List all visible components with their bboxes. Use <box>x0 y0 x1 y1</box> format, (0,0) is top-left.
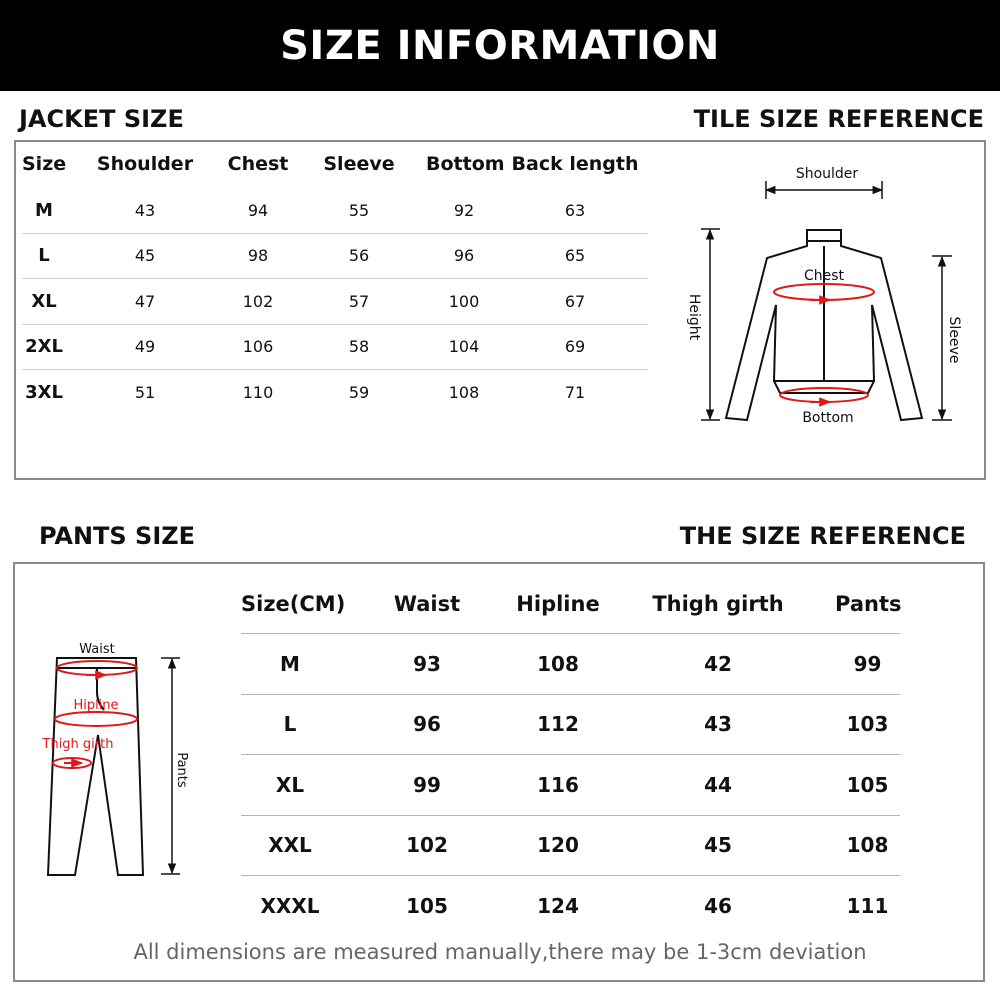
tile-size-reference-heading: TILE SIZE REFERENCE <box>693 105 984 133</box>
col-header-shoulder: Shoulder <box>96 153 194 175</box>
col-header-size: Size <box>22 153 67 175</box>
cell-back-length: 69 <box>564 337 586 357</box>
cell-thigh-girth: 45 <box>704 833 732 858</box>
cell-bottom: 92 <box>453 200 475 220</box>
cell-pants: 105 <box>846 772 889 797</box>
banner-title: SIZE INFORMATION <box>280 22 720 69</box>
table-row <box>241 755 900 816</box>
col-header-back-length: Back length <box>511 153 639 175</box>
pants-size-table <box>241 574 900 937</box>
cell-size: M <box>280 651 300 676</box>
table-row <box>241 634 900 695</box>
table-row <box>22 325 648 371</box>
cell-back-length: 65 <box>564 246 586 266</box>
table-row <box>22 370 648 416</box>
jacket-size-table <box>22 140 648 416</box>
cell-hipline: 120 <box>537 833 579 858</box>
measurement-footnote: All dimensions are measured manually,there may be 1-3cm deviation <box>133 940 867 964</box>
cell-waist: 96 <box>413 712 441 737</box>
cell-size: XL <box>31 290 57 312</box>
hipline-measure-ellipse <box>55 712 137 726</box>
cell-size: L <box>38 245 50 267</box>
cell-chest: 98 <box>247 246 269 266</box>
cell-waist: 102 <box>406 833 448 858</box>
jacket-table-header <box>22 140 648 188</box>
cell-size: L <box>283 712 297 737</box>
cell-pants: 108 <box>846 833 889 858</box>
cell-chest: 94 <box>247 200 269 220</box>
thigh-measure-ellipse <box>53 758 91 768</box>
table-row <box>22 234 648 280</box>
cell-back-length: 63 <box>564 200 586 220</box>
cell-waist: 105 <box>406 894 448 919</box>
col-header-bottom: Bottom <box>426 153 505 175</box>
pants-size-heading: PANTS SIZE <box>39 522 196 550</box>
pants-length-label: Pants <box>174 752 189 788</box>
cell-chest: 102 <box>242 291 274 311</box>
cell-back-length: 71 <box>564 383 586 403</box>
table-row <box>241 695 900 756</box>
cell-bottom: 108 <box>448 383 480 403</box>
col-header-pants: Pants <box>835 591 902 616</box>
cell-size: M <box>35 199 53 221</box>
chest-label: Chest <box>803 268 845 284</box>
height-label: Height <box>686 293 702 341</box>
cell-sleeve: 56 <box>348 246 370 266</box>
cell-chest: 110 <box>242 383 274 403</box>
col-header-chest: Chest <box>227 153 289 175</box>
jacket-size-heading: JACKET SIZE <box>19 105 184 133</box>
cell-sleeve: 57 <box>348 291 370 311</box>
cell-sleeve: 58 <box>348 337 370 357</box>
jacket-measurement-diagram <box>660 145 980 445</box>
hipline-label: Hipline <box>73 698 119 713</box>
cell-waist: 93 <box>413 651 441 676</box>
cell-thigh-girth: 46 <box>704 894 732 919</box>
cell-size: XL <box>275 772 305 797</box>
size-information-banner <box>0 0 1000 91</box>
cell-shoulder: 43 <box>134 200 156 220</box>
table-row <box>22 279 648 325</box>
col-header-size-cm: Size(CM) <box>241 591 346 616</box>
cell-pants: 103 <box>846 712 889 737</box>
col-header-sleeve: Sleeve <box>323 153 395 175</box>
shoulder-dimension <box>766 181 882 199</box>
cell-thigh-girth: 43 <box>704 712 732 737</box>
cell-size: XXXL <box>260 894 320 919</box>
pants-table-header <box>241 574 900 634</box>
cell-waist: 99 <box>413 772 441 797</box>
cell-shoulder: 49 <box>134 337 156 357</box>
pants-measurement-diagram <box>30 630 210 890</box>
height-dimension <box>701 229 720 420</box>
cell-chest: 106 <box>242 337 274 357</box>
cell-shoulder: 51 <box>134 383 156 403</box>
cell-sleeve: 59 <box>348 383 370 403</box>
cell-size: 2XL <box>25 336 63 358</box>
table-row <box>22 188 648 234</box>
cell-hipline: 108 <box>537 651 579 676</box>
sleeve-label: Sleeve <box>946 316 962 364</box>
cell-shoulder: 47 <box>134 291 156 311</box>
shoulder-label: Shoulder <box>795 166 859 182</box>
cell-pants: 99 <box>853 651 882 676</box>
cell-bottom: 104 <box>448 337 480 357</box>
waist-label: Waist <box>79 642 115 657</box>
cell-hipline: 116 <box>537 772 579 797</box>
col-header-waist: Waist <box>393 591 461 616</box>
cell-back-length: 67 <box>564 291 586 311</box>
cell-bottom: 100 <box>448 291 480 311</box>
table-row <box>241 876 900 937</box>
cell-thigh-girth: 44 <box>704 772 732 797</box>
cell-hipline: 124 <box>537 894 579 919</box>
cell-shoulder: 45 <box>134 246 156 266</box>
col-header-hipline: Hipline <box>516 591 600 616</box>
bottom-measure-ellipse <box>780 388 868 402</box>
jacket-outline <box>726 230 922 420</box>
bottom-label: Bottom <box>802 410 854 426</box>
cell-sleeve: 55 <box>348 200 370 220</box>
the-size-reference-heading: THE SIZE REFERENCE <box>679 522 966 550</box>
table-row <box>241 816 900 877</box>
cell-pants: 111 <box>846 894 889 919</box>
cell-size: XXL <box>268 833 312 858</box>
cell-hipline: 112 <box>537 712 579 737</box>
cell-size: 3XL <box>25 382 63 404</box>
cell-bottom: 96 <box>453 246 475 266</box>
col-header-thigh-girth: Thigh girth <box>652 591 784 616</box>
thigh-girth-label: Thigh girth <box>42 737 114 752</box>
cell-thigh-girth: 42 <box>704 651 732 676</box>
